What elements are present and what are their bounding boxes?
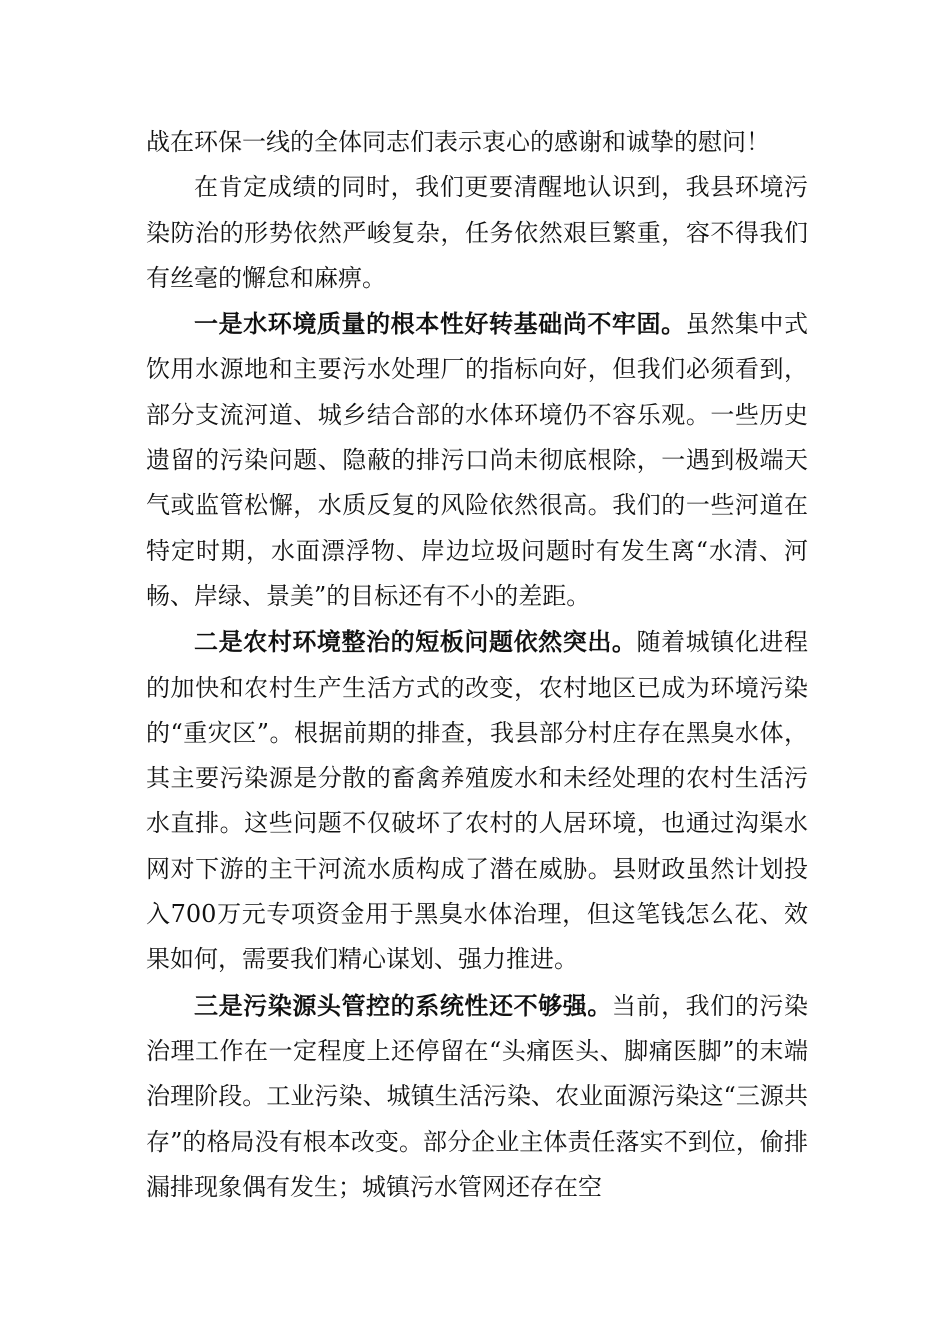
paragraph-assessment xyxy=(146,165,808,301)
paragraph-lead-heading: 二是农村环境整治的短板问题依然突出。 xyxy=(194,627,637,657)
paragraph-water-quality xyxy=(146,301,808,619)
document-body xyxy=(146,120,808,1210)
paragraph-text: 战在环保一线的全体同志们表示衷心的感谢和诚挚的慰问！ xyxy=(146,128,770,156)
paragraph-lead-heading: 三是污染源头管控的系统性还不够强。 xyxy=(194,990,612,1020)
paragraph-text: 在肯定成绩的同时，我们更要清醒地认识到，我县环境污染防治的形势依然严峻复杂，任务依然艰巨繁重，容不得我们有丝毫的懈怠和麻痹。 xyxy=(146,173,808,292)
paragraph-text: 当前，我们的污染治理工作在一定程度上还停留在“头痛医头、脚痛医脚”的末端治理阶段。工业污染、城镇生活污染、农业面源污染这“三源共存”的格局没有根本改变。部分企业主体责任落实不到位，偷排漏排现象偶有发生；城镇污水管网还存在空 xyxy=(146,991,809,1201)
paragraph-lead-heading: 一是水环境质量的根本性好转基础尚不牢固。 xyxy=(194,309,686,339)
paragraph-continuation xyxy=(146,120,808,165)
paragraph-source-control xyxy=(146,983,808,1210)
paragraph-rural-environment xyxy=(146,619,808,982)
paragraph-text: 随着城镇化进程的加快和农村生产生活方式的改变，农村地区已成为环境污染的“重灾区”。根据前期的排查，我县部分村庄存在黑臭水体，其主要污染源是分散的畜禽养殖废水和未经处理的农村生活污水直排。这些问题不仅破坏了农村的人居环境，也通过沟渠水网对下游的主干河流水质构成了潜在威胁。县财政虽然计划投入700万元专项资金用于黑臭水体治理，但这笔钱怎么花、效果如何，需要我们精心谋划、强力推进。 xyxy=(146,628,808,974)
paragraph-text: 虽然集中式饮用水源地和主要污水处理厂的指标向好，但我们必须看到，部分支流河道、城乡结合部的水体环境仍不容乐观。一些历史遗留的污染问题、隐蔽的排污口尚未彻底根除，一遇到极端天气或监管松懈，水质反复的风险依然很高。我们的一些河道在特定时期，水面漂浮物、岸边垃圾问题时有发生离“水清、河畅、岸绿、景美”的目标还有不小的差距。 xyxy=(146,310,809,610)
